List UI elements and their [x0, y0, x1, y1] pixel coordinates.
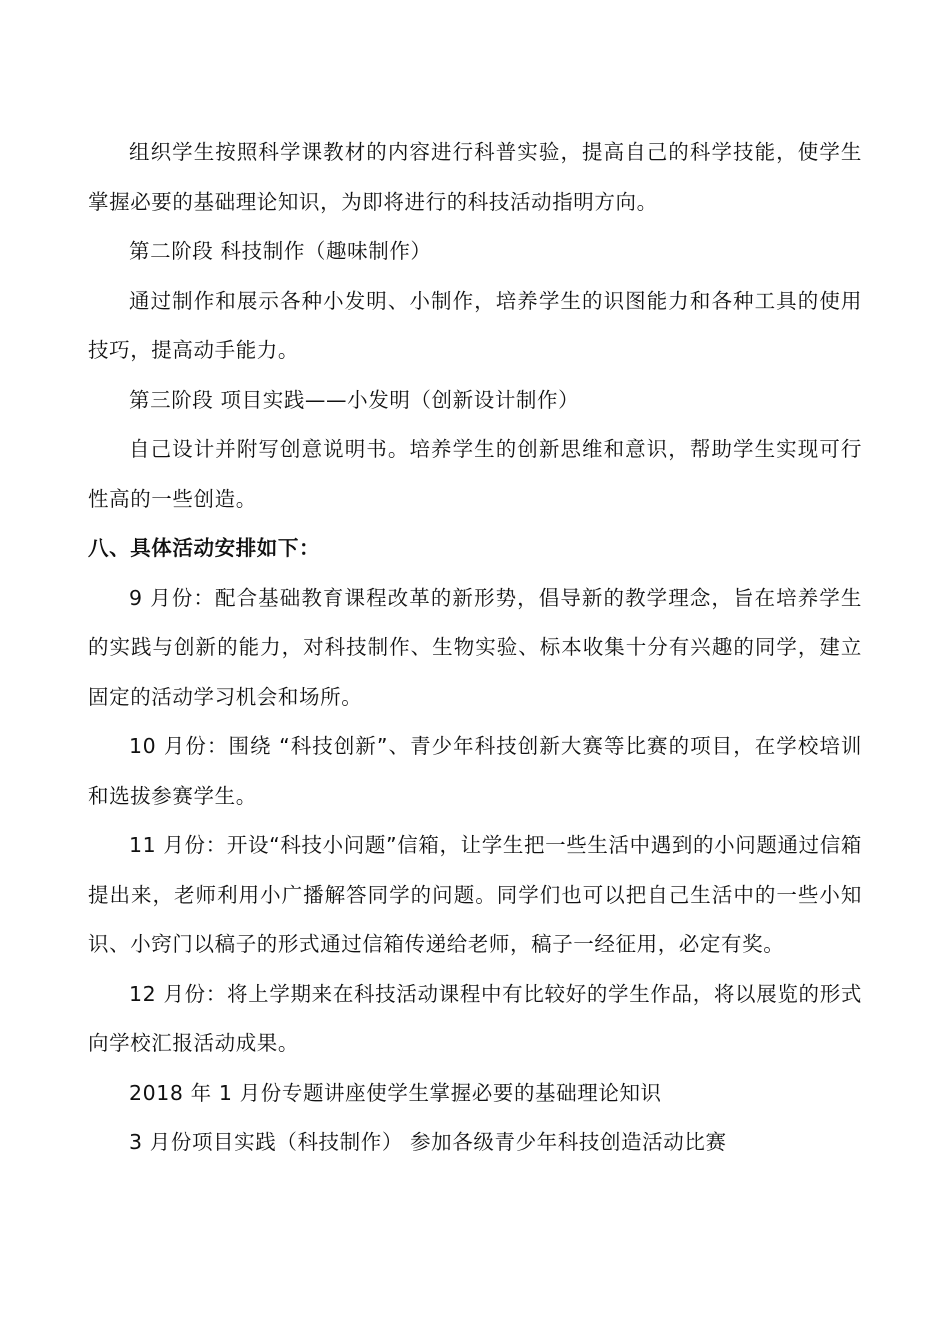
- section-heading-activity-schedule: 八、具体活动安排如下：: [88, 536, 321, 560]
- schedule-march: 3 月份项目实践（科技制作） 参加各级青少年科技创造活动比赛: [129, 1130, 727, 1154]
- paragraph-stage-two: 通过制作和展示各种小发明、小制作，培养学生的识图能力和各种工具的使用技巧，提高动手能力。: [88, 288, 862, 362]
- schedule-january-2018: 2018 年 1 月份专题讲座使学生掌握必要的基础理论知识: [129, 1080, 662, 1105]
- paragraph-stage-three: 自己设计并附写创意说明书。培养学生的创新思维和意识，帮助学生实现可行性高的一些创造。: [88, 437, 862, 511]
- stage-two-heading: 第二阶段 科技制作（趣味制作）: [129, 239, 432, 263]
- schedule-december: 12 月份：将上学期来在科技活动课程中有比较好的学生作品，将以展览的形式向学校汇报活动成果。: [88, 981, 862, 1055]
- schedule-november: 11 月份：开设“科技小问题”信箱，让学生把一些生活中遇到的小问题通过信箱提出来，老师利用小广播解答同学的问题。同学们也可以把自己生活中的一些小知识、小窍门以稿子的形式通过信箱传递给老师，稿子一经征用，必定有奖。: [88, 833, 862, 956]
- document-body: [88, 128, 862, 1168]
- schedule-october: 10 月份：围绕 “科技创新”、青少年科技创新大赛等比赛的项目，在学校培训和选拔参赛学生。: [88, 734, 862, 808]
- schedule-september: 9 月份：配合基础教育课程改革的新形势，倡导新的教学理念，旨在培养学生的实践与创新的能力，对科技制作、生物实验、标本收集十分有兴趣的同学，建立固定的活动学习机会和场所。: [88, 585, 862, 709]
- stage-three-heading: 第三阶段 项目实践——小发明（创新设计制作）: [129, 387, 580, 412]
- paragraph-science-experiments: 组织学生按照科学课教材的内容进行科普实验，提高自己的科学技能，使学生掌握必要的基础理论知识，为即将进行的科技活动指明方向。: [88, 140, 862, 214]
